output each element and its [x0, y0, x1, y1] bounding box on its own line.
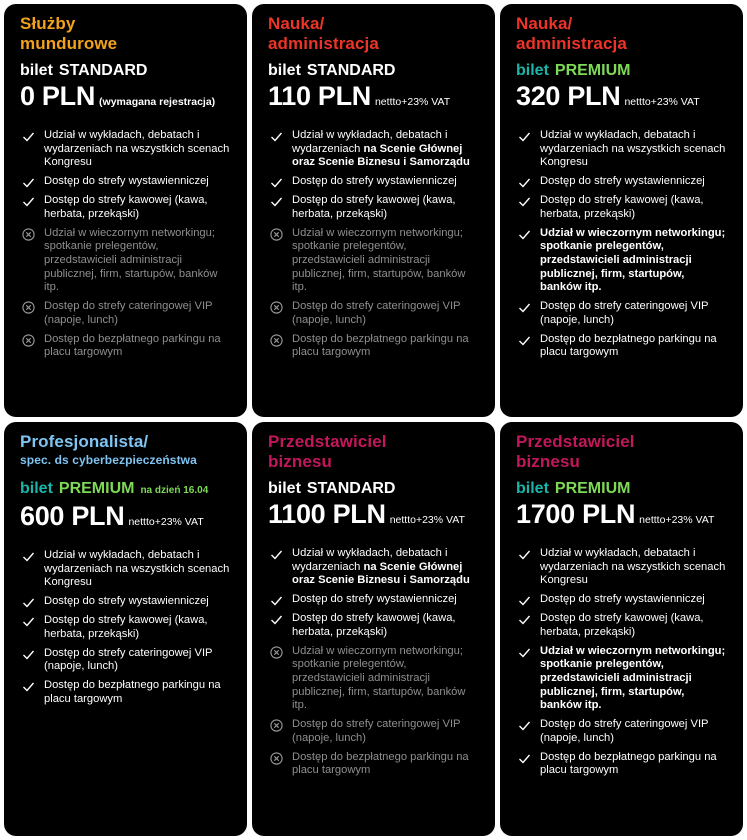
feature-item-excluded: Dostęp do bezpłatnego parkingu na placu targowym: [20, 333, 233, 360]
feature-item: Udział w wykładach, debatach i wydarzeniach na wszystkich scenach Kongresu: [20, 129, 233, 170]
cross-circle-icon: [270, 752, 283, 765]
feature-item: Dostęp do strefy wystawienniczej: [20, 175, 233, 189]
check-icon: [22, 195, 35, 208]
cross-circle-icon: [22, 228, 35, 241]
feature-item: Dostęp do strefy wystawienniczej: [516, 175, 729, 189]
feature-item: Dostęp do strefy kawowej (kawa, herbata, przekąski): [516, 194, 729, 221]
feature-item: Dostęp do bezpłatnego parkingu na placu targowym: [516, 333, 729, 360]
price: 320 PLN nettto+23% VAT: [516, 81, 700, 111]
price: 600 PLN nettto+23% VAT: [20, 501, 204, 531]
check-icon: [270, 594, 283, 607]
cross-circle-icon: [270, 719, 283, 732]
check-icon: [518, 334, 531, 347]
ticket-card-uniformed-standard[interactable]: [4, 4, 247, 417]
check-icon: [270, 195, 283, 208]
check-icon: [270, 176, 283, 189]
ticket-card-professional-premium[interactable]: [4, 422, 247, 836]
feature-item: Dostęp do strefy cateringowej VIP (napoje, lunch): [516, 718, 729, 745]
ticket-type: bilet STANDARD: [268, 62, 396, 79]
cross-circle-icon: [270, 646, 283, 659]
feature-list: [516, 547, 729, 778]
feature-item: Dostęp do strefy kawowej (kawa, herbata, przekąski): [516, 612, 729, 639]
feature-item: Dostęp do strefy cateringowej VIP (napoje, lunch): [516, 300, 729, 327]
ticket-type: bilet PREMIUM na dzień 16.04: [20, 480, 209, 497]
price: 110 PLN nettto+23% VAT: [268, 81, 451, 111]
feature-item-excluded: Udział w wieczornym networkingu; spotkanie prelegentów, przedstawicieli administracji publicznej, firm, startupów, banków itp.: [268, 227, 481, 295]
feature-item: Udział w wykładach, debatach i wydarzeniach na Scenie Głównej oraz Scenie Biznesu i Samorządu: [268, 129, 481, 170]
check-icon: [518, 613, 531, 626]
feature-list: [516, 129, 729, 360]
ticket-card-business-premium[interactable]: [500, 422, 743, 836]
card-category: Przedstawiciel biznesu: [516, 432, 635, 471]
feature-item: Dostęp do bezpłatnego parkingu na placu targowym: [516, 751, 729, 778]
ticket-type: bilet PREMIUM: [516, 62, 631, 79]
feature-list: [20, 549, 233, 707]
check-icon: [518, 752, 531, 765]
cross-circle-icon: [270, 301, 283, 314]
check-icon: [22, 176, 35, 189]
feature-item: Udział w wieczornym networkingu; spotkanie prelegentów, przedstawicieli administracji publicznej, firm, startupów, banków itp.: [516, 645, 729, 713]
feature-item: Dostęp do strefy wystawienniczej: [268, 593, 481, 607]
cross-circle-icon: [270, 334, 283, 347]
feature-item: Dostęp do strefy kawowej (kawa, herbata, przekąski): [268, 194, 481, 221]
check-icon: [22, 550, 35, 563]
feature-item: Dostęp do strefy wystawienniczej: [20, 595, 233, 609]
check-icon: [518, 195, 531, 208]
feature-list: [268, 547, 481, 778]
feature-item: Udział w wykładach, debatach i wydarzeniach na wszystkich scenach Kongresu: [20, 549, 233, 590]
feature-item-excluded: Udział w wieczornym networkingu; spotkanie prelegentów, przedstawicieli administracji publicznej, firm, startupów, banków itp.: [268, 645, 481, 713]
check-icon: [518, 594, 531, 607]
feature-item: Dostęp do strefy kawowej (kawa, herbata, przekąski): [20, 614, 233, 641]
check-icon: [22, 648, 35, 661]
check-icon: [22, 130, 35, 143]
check-icon: [518, 301, 531, 314]
feature-item: Udział w wykładach, debatach i wydarzeniach na wszystkich scenach Kongresu: [516, 129, 729, 170]
feature-item-excluded: Dostęp do strefy cateringowej VIP (napoje, lunch): [268, 718, 481, 745]
cross-circle-icon: [270, 228, 283, 241]
feature-item-excluded: Dostęp do bezpłatnego parkingu na placu targowym: [268, 751, 481, 778]
ticket-type: bilet PREMIUM: [516, 480, 631, 497]
check-icon: [518, 176, 531, 189]
check-icon: [518, 130, 531, 143]
feature-item: Dostęp do strefy kawowej (kawa, herbata, przekąski): [20, 194, 233, 221]
cross-circle-icon: [22, 301, 35, 314]
feature-item: Udział w wieczornym networkingu; spotkanie prelegentów, przedstawicieli administracji publicznej, firm, startupów, banków itp.: [516, 227, 729, 295]
feature-list: [268, 129, 481, 360]
ticket-card-science-premium[interactable]: [500, 4, 743, 417]
feature-item: Dostęp do strefy cateringowej VIP (napoje, lunch): [20, 647, 233, 674]
check-icon: [270, 130, 283, 143]
card-category: Nauka/ administracja: [268, 14, 379, 53]
check-icon: [518, 719, 531, 732]
feature-item: Dostęp do strefy wystawienniczej: [268, 175, 481, 189]
check-icon: [518, 548, 531, 561]
check-icon: [22, 680, 35, 693]
feature-item: Dostęp do strefy kawowej (kawa, herbata, przekąski): [268, 612, 481, 639]
feature-item: Udział w wykładach, debatach i wydarzeniach na Scenie Głównej oraz Scenie Biznesu i Samorządu: [268, 547, 481, 588]
ticket-card-science-standard[interactable]: [252, 4, 495, 417]
feature-list: [20, 129, 233, 360]
ticket-type: bilet STANDARD: [20, 62, 148, 79]
card-category: Służby mundurowe: [20, 14, 118, 53]
cross-circle-icon: [22, 334, 35, 347]
feature-item: Dostęp do strefy wystawienniczej: [516, 593, 729, 607]
feature-item: Udział w wykładach, debatach i wydarzeniach na wszystkich scenach Kongresu: [516, 547, 729, 588]
check-icon: [22, 596, 35, 609]
price: 0 PLN (wymagana rejestracja): [20, 81, 216, 111]
check-icon: [270, 613, 283, 626]
feature-item-excluded: Dostęp do strefy cateringowej VIP (napoje, lunch): [20, 300, 233, 327]
card-category: Nauka/ administracja: [516, 14, 627, 53]
card-category: Profesjonalista/ spec. ds cyberbezpieczeństwa: [20, 432, 197, 467]
check-icon: [22, 615, 35, 628]
check-icon: [518, 228, 531, 241]
price: 1100 PLN nettto+23% VAT: [268, 499, 465, 529]
ticket-type: bilet STANDARD: [268, 480, 396, 497]
price: 1700 PLN nettto+23% VAT: [516, 499, 715, 529]
check-icon: [270, 548, 283, 561]
feature-item-excluded: Udział w wieczornym networkingu; spotkanie prelegentów, przedstawicieli administracji publicznej, firm, startupów, banków itp.: [20, 227, 233, 295]
check-icon: [518, 646, 531, 659]
feature-item-excluded: Dostęp do strefy cateringowej VIP (napoje, lunch): [268, 300, 481, 327]
feature-item: Dostęp do bezpłatnego parkingu na placu targowym: [20, 679, 233, 706]
ticket-card-business-standard[interactable]: [252, 422, 495, 836]
feature-item-excluded: Dostęp do bezpłatnego parkingu na placu targowym: [268, 333, 481, 360]
card-category: Przedstawiciel biznesu: [268, 432, 387, 471]
